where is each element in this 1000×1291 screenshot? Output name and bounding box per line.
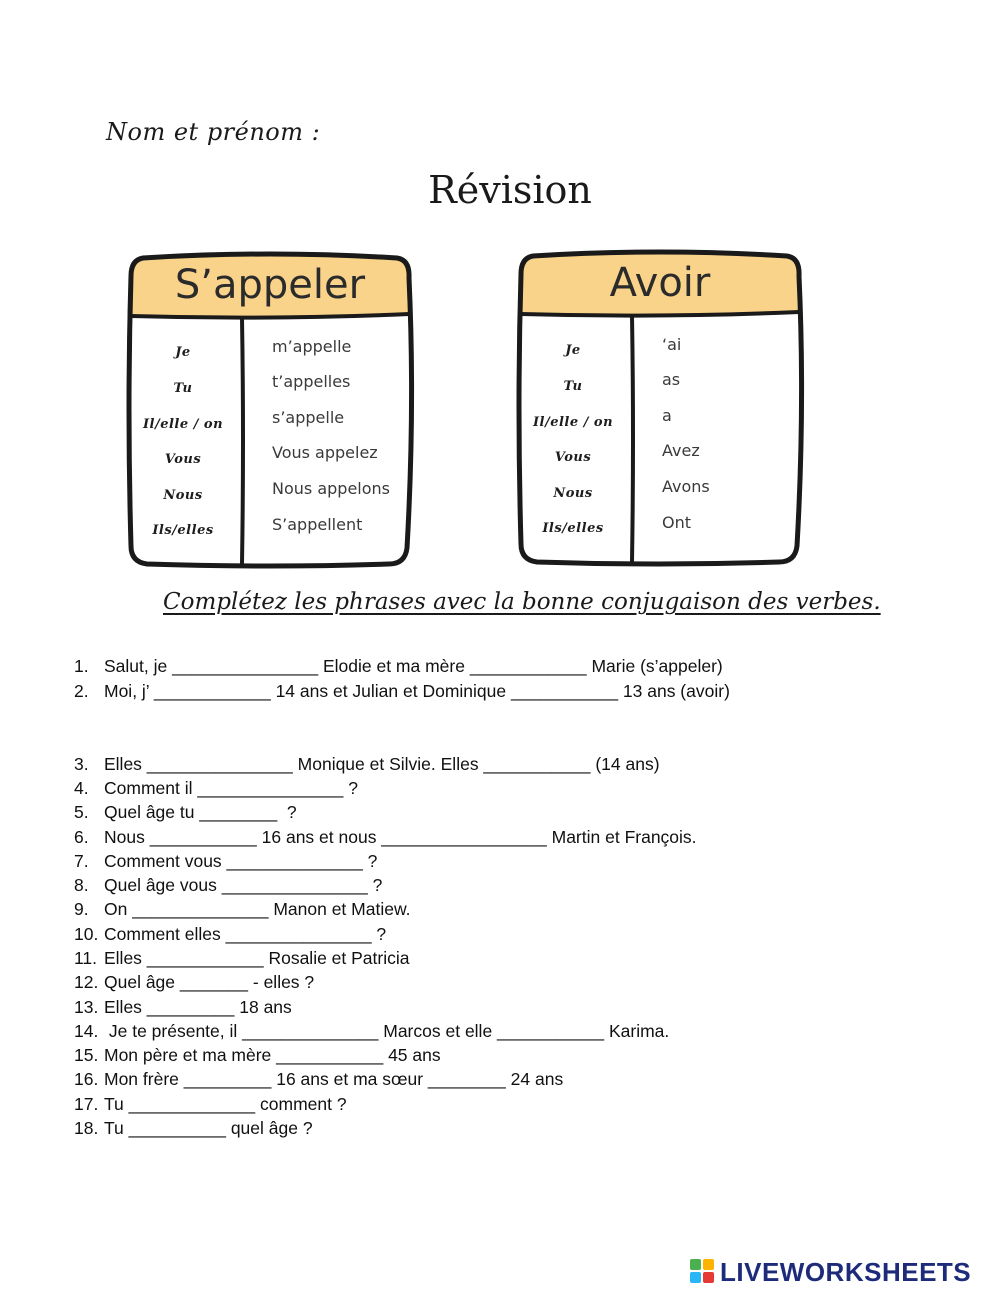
exercise-item	[74, 948, 409, 969]
exercise-text: Moi, j’ ____________ 14 ans et Julian et Dominique ___________ 13 ans (avoir)	[104, 681, 730, 701]
exercise-text: Mon père et ma mère ___________ 45 ans	[104, 1045, 441, 1065]
exercise-item	[74, 827, 697, 848]
exercise-item	[74, 997, 292, 1018]
exercise-item	[74, 899, 410, 920]
exercise-item	[74, 681, 730, 702]
conjugation-card-sappeler	[125, 248, 415, 570]
exercise-text: Elles _______________ Monique et Silvie. Elles ___________ (14 ans)	[104, 754, 660, 774]
page-title: Révision	[428, 168, 592, 212]
pronoun: Nous	[163, 488, 203, 503]
verb-form: Avons	[662, 477, 710, 496]
verb-form: ‘ai	[662, 335, 682, 354]
pronoun: Nous	[553, 486, 593, 501]
verb-form: m’appelle	[272, 337, 352, 356]
exercise-number: 3.	[74, 754, 89, 774]
exercise-number: 2.	[74, 681, 89, 701]
exercise-number: 7.	[74, 851, 89, 871]
exercise-text: Elles _________ 18 ans	[104, 997, 292, 1017]
instruction-text: Complétez les phrases avec la bonne conjugaison des verbes.	[163, 589, 881, 615]
pronoun: Je	[565, 343, 581, 358]
exercise-item	[74, 778, 358, 799]
exercise-item	[74, 851, 377, 872]
verb-form: s’appelle	[272, 408, 345, 427]
liveworksheets-logo	[690, 1257, 990, 1285]
exercise-item	[74, 972, 314, 993]
exercise-number: 4.	[74, 778, 89, 798]
exercise-item	[74, 875, 382, 896]
exercise-text: Tu __________ quel âge ?	[104, 1118, 313, 1138]
liveworksheets-icon	[690, 1259, 714, 1283]
verb-form: t’appelles	[272, 372, 351, 391]
exercise-number: 8.	[74, 875, 89, 895]
exercise-item	[74, 802, 297, 823]
pronoun: Vous	[164, 452, 202, 467]
exercise-item	[74, 924, 386, 945]
exercise-text: Nous ___________ 16 ans et nous _________________ Martin et François.	[104, 827, 697, 847]
exercise-item	[74, 656, 723, 677]
exercise-text: Quel âge tu ________ ?	[104, 802, 297, 822]
exercise-number: 13.	[74, 997, 99, 1017]
exercise-item	[74, 1069, 563, 1090]
conjugation-card-avoir	[515, 246, 805, 568]
exercise-number: 14.	[74, 1021, 99, 1041]
exercise-text: Quel âge vous _______________ ?	[104, 875, 383, 895]
verb-form: Ont	[662, 513, 692, 532]
exercise-item	[74, 1118, 313, 1139]
exercise-text: Comment elles _______________ ?	[104, 924, 387, 944]
exercise-text: Mon frère _________ 16 ans et ma sœur ________ 24 ans	[104, 1069, 564, 1089]
verb-form: S’appellent	[272, 515, 363, 534]
name-label: Nom et prénom :	[106, 118, 321, 146]
exercise-text: Salut, je _______________ Elodie et ma mère ____________ Marie (s’appeler)	[104, 656, 723, 676]
pronoun: Il/elle / on	[532, 415, 614, 430]
exercise-text: Tu _____________ comment ?	[104, 1094, 347, 1114]
exercise-number: 6.	[74, 827, 89, 847]
exercise-number: 18.	[74, 1118, 99, 1138]
verb-form: Vous appelez	[272, 443, 378, 462]
exercise-number: 10.	[74, 924, 99, 944]
pronoun: Ils/elles	[542, 521, 604, 536]
exercise-text: Je te présente, il ______________ Marcos et elle ___________ Karima.	[104, 1021, 670, 1041]
brand-name: LIVEWORKSHEETS	[720, 1257, 972, 1287]
exercise-text: Quel âge _______ - elles ?	[104, 972, 315, 992]
pronoun: Tu	[173, 381, 193, 396]
exercise-item	[74, 1094, 347, 1115]
pronoun: Vous	[554, 450, 592, 465]
exercise-number: 9.	[74, 899, 89, 919]
exercise-number: 17.	[74, 1094, 99, 1114]
exercise-number: 5.	[74, 802, 89, 822]
exercise-number: 12.	[74, 972, 99, 992]
verb-title: Avoir	[609, 260, 711, 306]
verb-title: S’appeler	[174, 262, 366, 308]
exercise-number: 1.	[74, 656, 89, 676]
exercise-item	[74, 1021, 669, 1042]
pronoun: Tu	[563, 379, 583, 394]
exercise-item	[74, 1045, 441, 1066]
pronoun: Ils/elles	[152, 523, 214, 538]
verb-form: Avez	[662, 441, 700, 460]
exercise-text: On ______________ Manon et Matiew.	[104, 899, 411, 919]
verb-form: a	[662, 406, 672, 425]
exercise-number: 15.	[74, 1045, 99, 1065]
verb-form: Nous appelons	[272, 479, 390, 498]
exercise-item	[74, 754, 660, 775]
verb-form: as	[662, 370, 681, 389]
exercise-text: Comment il _______________ ?	[104, 778, 358, 798]
pronoun: Il/elle / on	[142, 417, 224, 432]
exercise-number: 11.	[74, 948, 98, 968]
exercise-text: Comment vous ______________ ?	[104, 851, 378, 871]
exercise-number: 16.	[74, 1069, 99, 1089]
exercise-text: Elles ____________ Rosalie et Patricia	[104, 948, 410, 968]
pronoun: Je	[175, 345, 191, 360]
